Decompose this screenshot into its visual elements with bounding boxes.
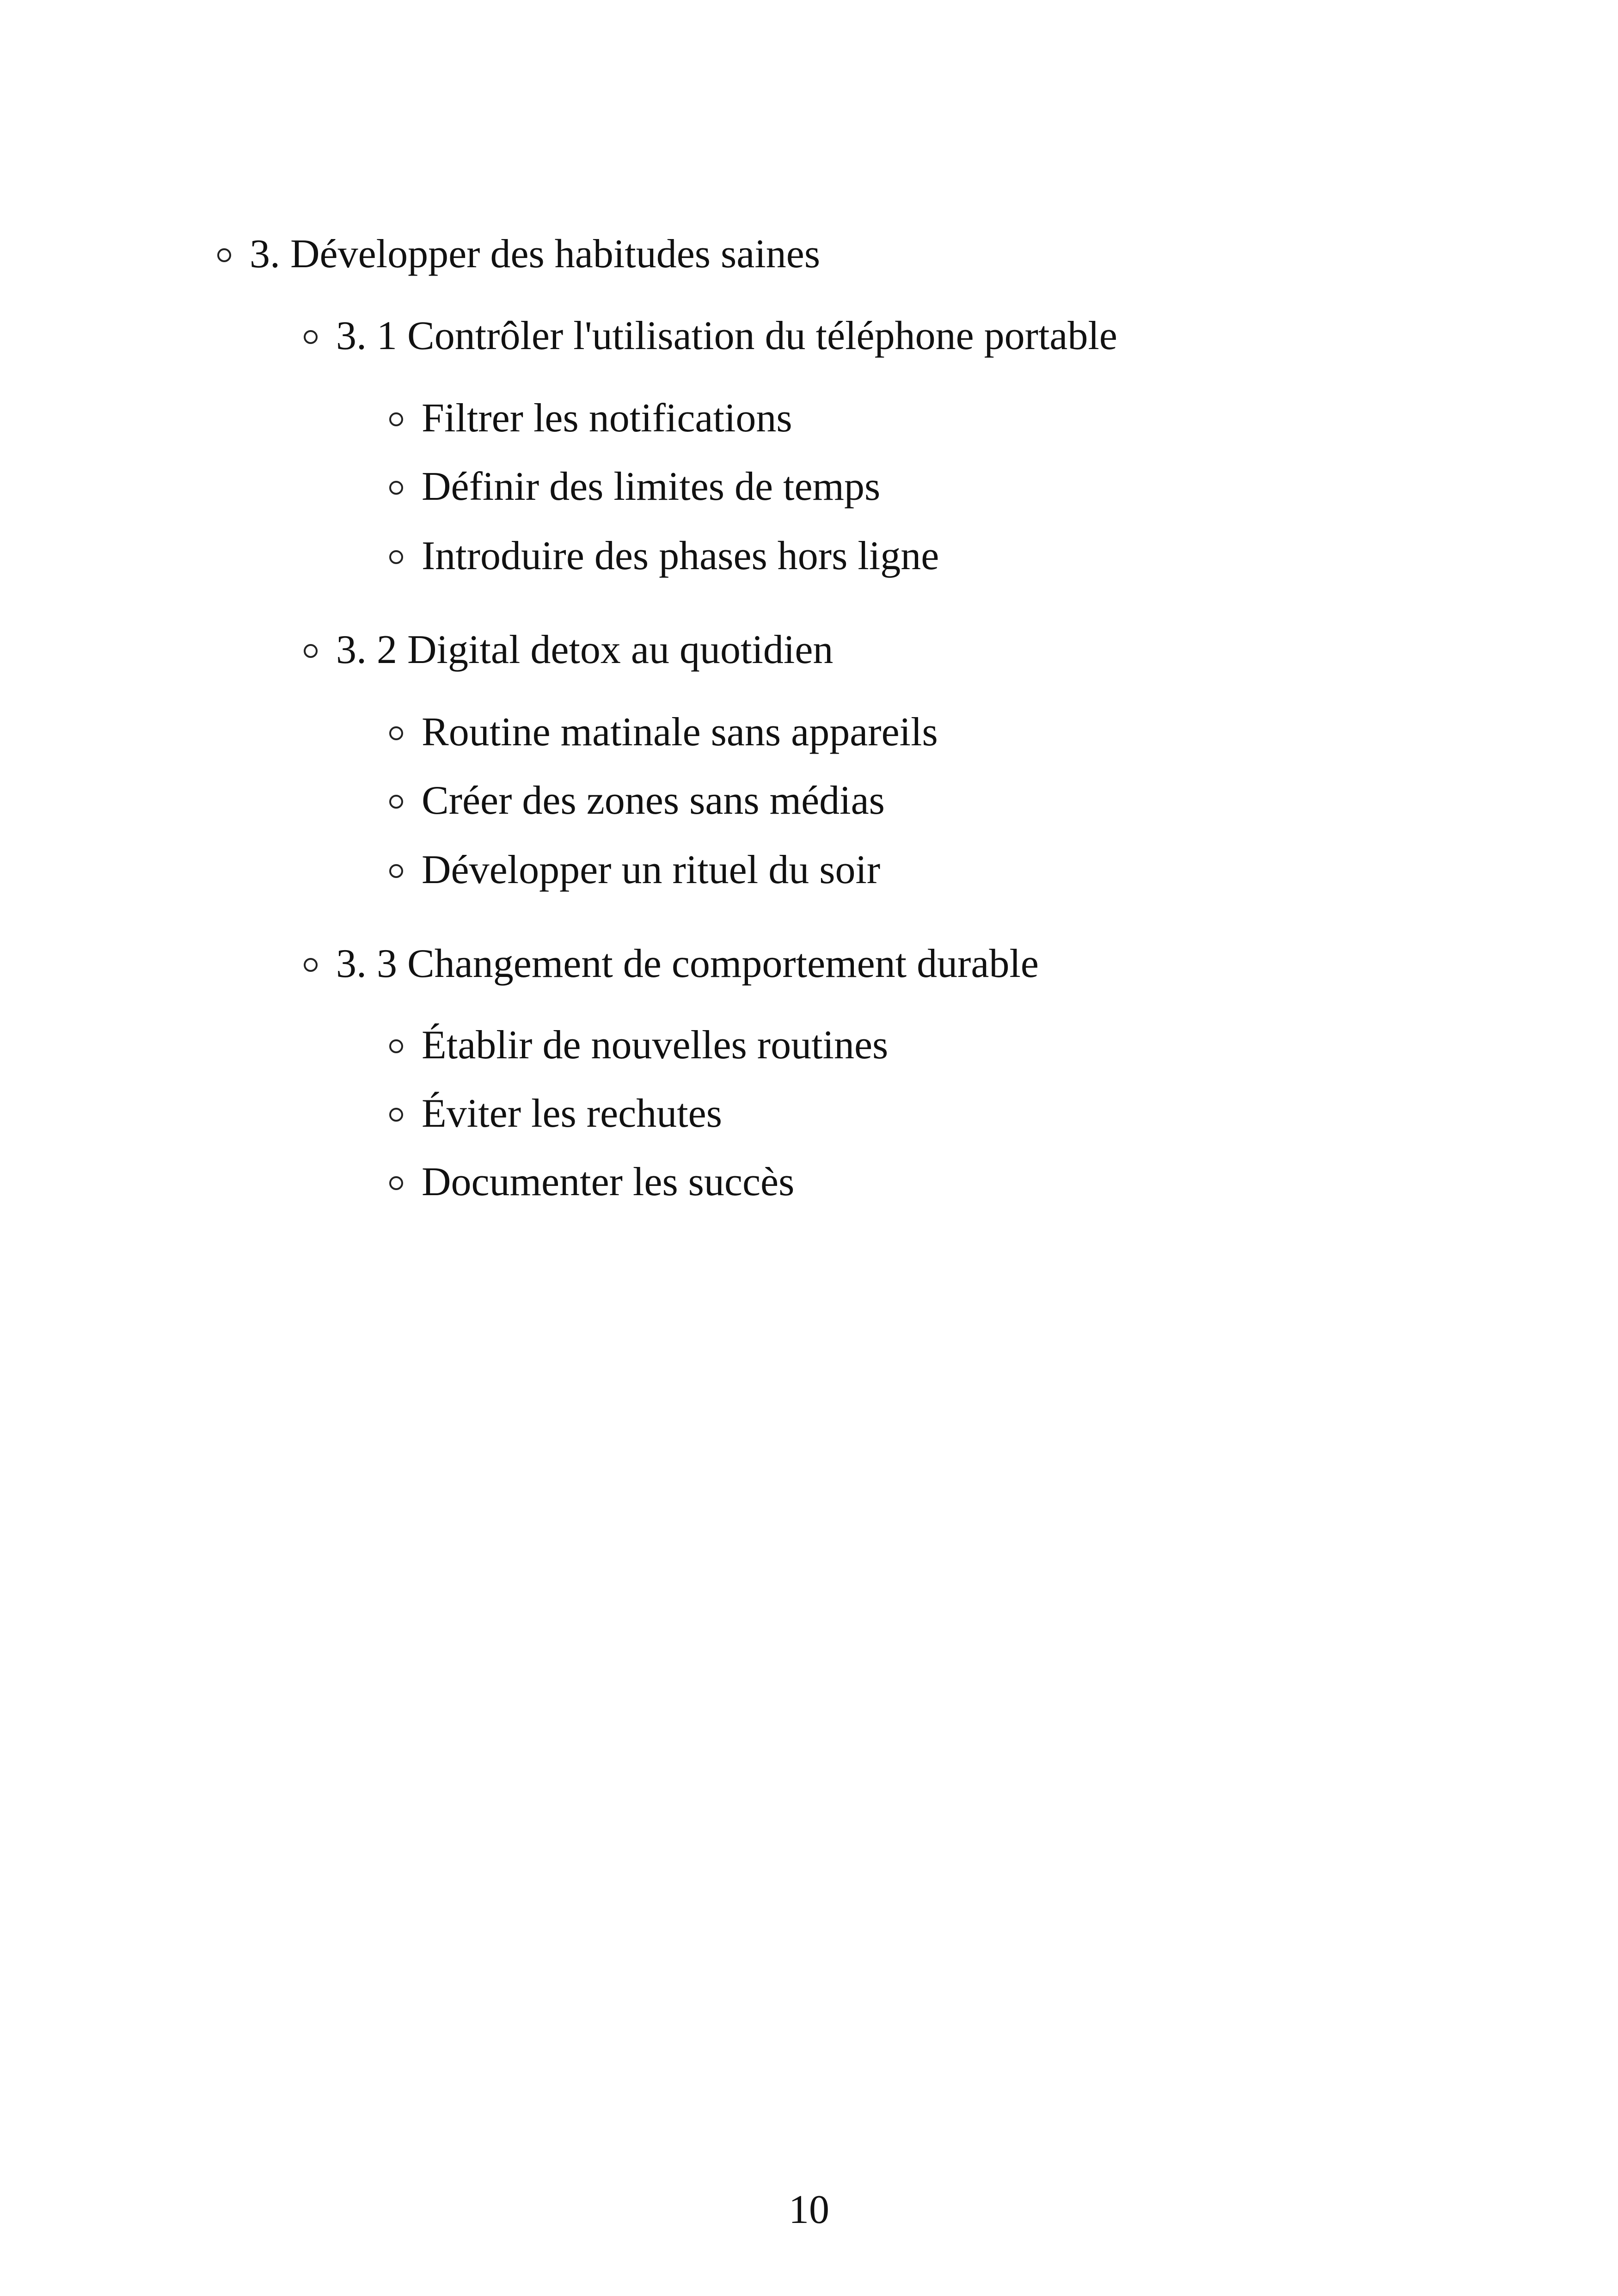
circle-bullet-icon — [304, 958, 318, 972]
list-item-subsection-3-1 — [304, 313, 1117, 359]
list-item — [389, 1159, 794, 1205]
circle-bullet-icon — [389, 1039, 403, 1053]
circle-bullet-icon — [389, 795, 403, 809]
list-item — [389, 464, 880, 510]
circle-bullet-icon — [389, 1176, 403, 1190]
list-item-text: Définir des limites de temps — [422, 464, 881, 509]
circle-bullet-icon — [304, 644, 318, 658]
list-item-text: Routine matinale sans appareils — [422, 710, 938, 755]
circle-bullet-icon — [217, 248, 231, 262]
list-item-text: Documenter les succès — [422, 1160, 795, 1204]
circle-bullet-icon — [389, 864, 403, 878]
list-item — [389, 778, 885, 824]
circle-bullet-icon — [389, 1108, 403, 1122]
list-item — [389, 395, 792, 442]
list-item — [389, 1022, 888, 1068]
section-heading: 3. Développer des habitudes saines — [250, 232, 821, 276]
subsection-heading: 3. 3 Changement de comportement durable — [336, 941, 1039, 986]
list-item — [389, 533, 939, 579]
list-item-text: Introduire des phases hors ligne — [422, 534, 939, 578]
circle-bullet-icon — [389, 726, 403, 740]
list-item-text: Développer un rituel du soir — [422, 847, 881, 892]
subsection-heading: 3. 2 Digital detox au quotidien — [336, 627, 834, 672]
list-item-subsection-3-2 — [304, 627, 833, 673]
circle-bullet-icon — [389, 481, 403, 495]
list-item-text: Éviter les rechutes — [422, 1091, 722, 1136]
circle-bullet-icon — [304, 330, 318, 344]
list-item — [389, 1091, 722, 1137]
list-item-text: Filtrer les notifications — [422, 396, 792, 441]
circle-bullet-icon — [389, 550, 403, 564]
list-item-text: Créer des zones sans médias — [422, 778, 885, 823]
list-item — [389, 709, 938, 755]
circle-bullet-icon — [389, 412, 403, 426]
list-item-subsection-3-3 — [304, 941, 1039, 987]
page-number: 10 — [789, 2187, 829, 2232]
list-item-text: Établir de nouvelles routines — [422, 1023, 889, 1068]
list-item — [389, 847, 880, 893]
subsection-heading: 3. 1 Contrôler l'utilisation du téléphone portable — [336, 313, 1117, 358]
list-item-section-3 — [217, 231, 820, 277]
